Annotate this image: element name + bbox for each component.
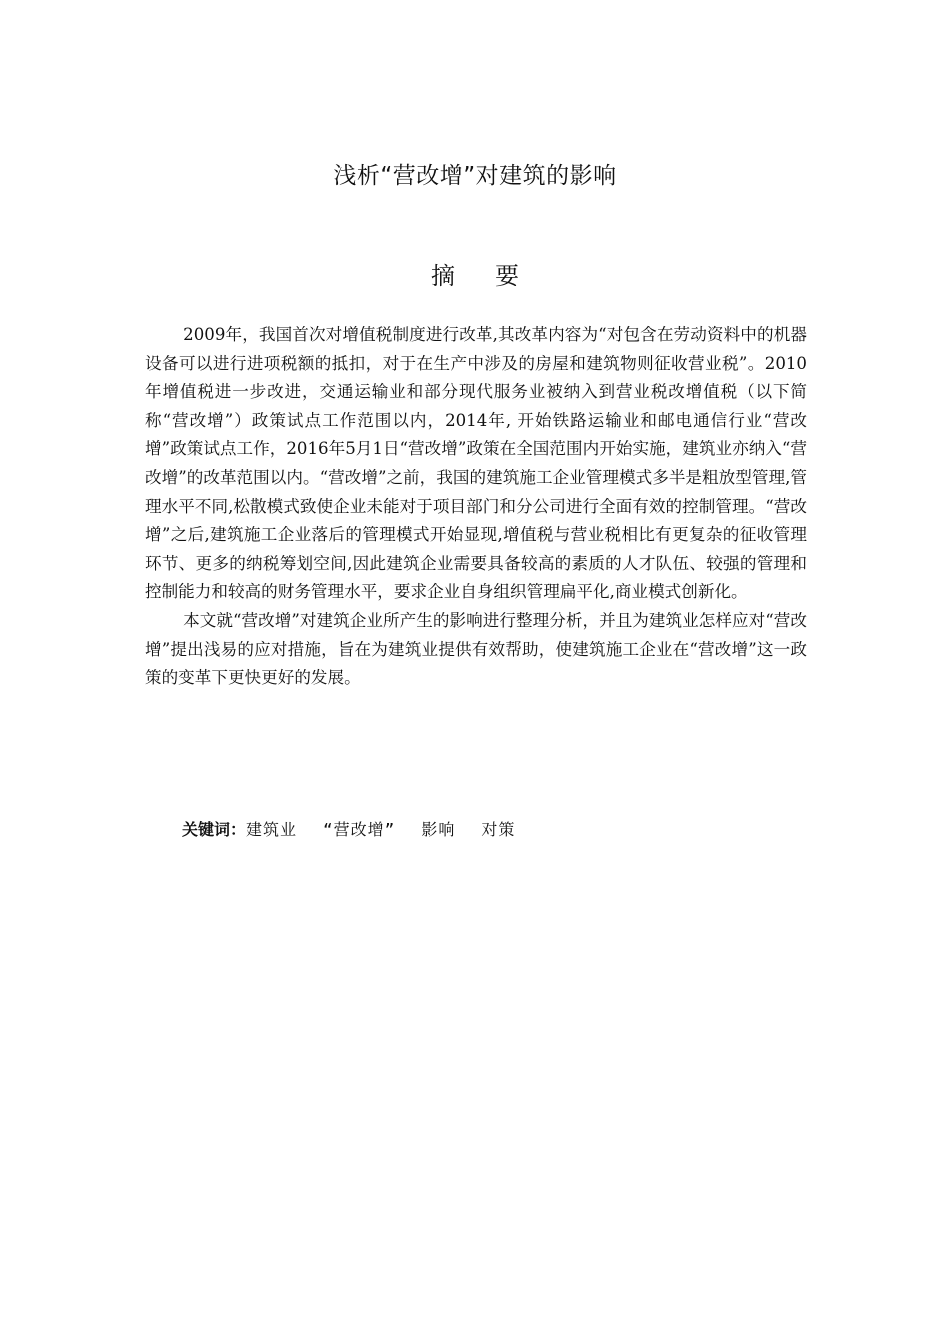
abstract-paragraph-2: 本文就“营改增”对建筑企业所产生的影响进行整理分析，并且为建筑业怎样应对“营改增”提出浅易的应对措施，旨在为建筑业提供有效帮助，使建筑施工企业在“营改增”这一政策的变革下更快更好的发展。 [145, 610, 807, 688]
keyword-item: 对策 [481, 820, 516, 839]
abstract-paragraph-1: 2009年，我国首次对增值税制度进行改革,其改革内容为“对包含在劳动资料中的机器设备可以进行进项税额的抵扣，对于在生产中涉及的房屋和建筑物则征收营业税”。2010年增值税进一步改进，交通运输业和部分现代服务业被纳入到营业税改增值税（以下简称“营改增”）政策试点工作范围以内，2014年, 开始铁路运输业和邮电通信行业“营改增”政策试点工作，2016年5月1日“营改增”政策在全国范围内开始实施，建筑业亦纳入“营改增”的改革范围以内。“营改增”之前，我国的建筑施工企业管理模式多半是粗放型管理,管理水平不同,松散模式致使企业未能对于项目部门和分公司进行全面有效的控制管理。“营改增”之后,建筑施工企业落后的管理模式开始显现,增值税与营业税相比有更复杂的征收管理环节、更多的纳税筹划空间,因此建筑企业需要具备较高的素质的人才队伍、较强的管理和控制能力和较高的财务管理水平，要求企业自身组织管理扁平化,商业模式创新化。 [145, 325, 807, 602]
keyword-item: 影响 [421, 820, 456, 839]
abstract-body [145, 321, 807, 693]
keywords-line [182, 816, 515, 844]
keyword-item: 建筑业 [246, 820, 298, 839]
keyword-item: “营改增” [323, 820, 396, 839]
keywords-label: 关键词： [182, 820, 247, 839]
document-title: 浅析“营改增”对建筑的影响 [333, 163, 617, 189]
abstract-heading: 摘要 [431, 262, 559, 290]
